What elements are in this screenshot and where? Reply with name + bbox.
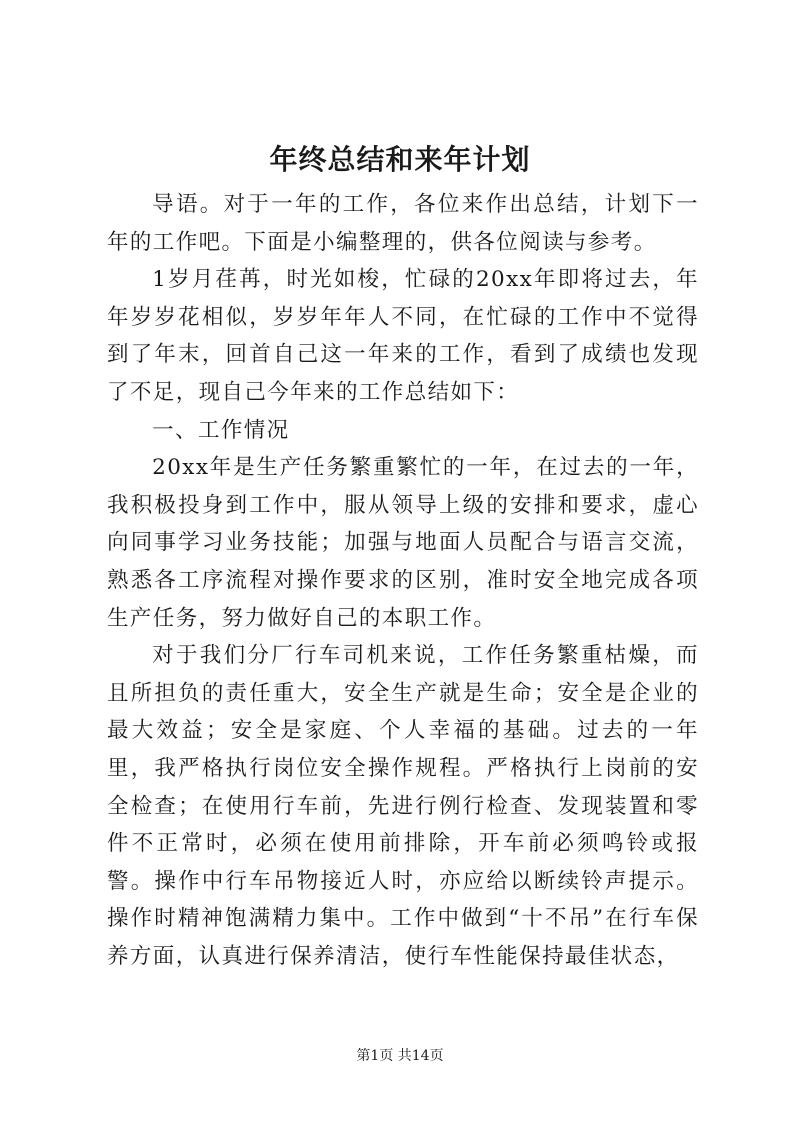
paragraph-opening: 1岁月荏苒，时光如梭，忙碌的20xx年即将过去，年年岁岁花相似，岁岁年年人不同，在忙碌的工作中不觉得到了年末，回首自己这一年来的工作，看到了成绩也发现了不足，现自己今年来的工作总结如下： xyxy=(107,267,699,405)
paragraph-safety: 对于我们分厂行车司机来说，工作任务繁重枯燥，而且所担负的责任重大，安全生产就是生命；安全是企业的最大效益；安全是家庭、个人幸福的基础。过去的一年里，我严格执行岗位安全操作规程。严格执行上岗前的安全检查；在使用行车前，先进行例行检查、发现装置和零件不正常时，必须在使用前排除，开车前必须鸣铃或报警。操作中行车吊物接近人时，亦应给以断续铃声提示。操作时精神饱满精力集中。工作中做到“十不吊”在行车保养方面，认真进行保养清洁，使行车性能保持最佳状态， xyxy=(107,643,699,969)
document-title: 年终总结和来年计划 xyxy=(269,143,531,176)
section-heading-work-situation: 一、工作情况 xyxy=(152,417,290,443)
document-body xyxy=(107,186,699,975)
paragraph-intro: 导语。对于一年的工作，各位来作出总结，计划下一年的工作吧。下面是小编整理的，供各位阅读与参考。 xyxy=(107,192,699,255)
paragraph-production: 20xx年是生产任务繁重繁忙的一年，在过去的一年，我积极投身到工作中，服从领导上级的安排和要求，虚心向同事学习业务技能；加强与地面人员配合与语言交流，熟悉各工序流程对操作要求的区别，准时安全地完成各项生产任务，努力做好自己的本职工作。 xyxy=(107,455,699,631)
page-footer: 第1页 共14页 xyxy=(356,1048,444,1064)
